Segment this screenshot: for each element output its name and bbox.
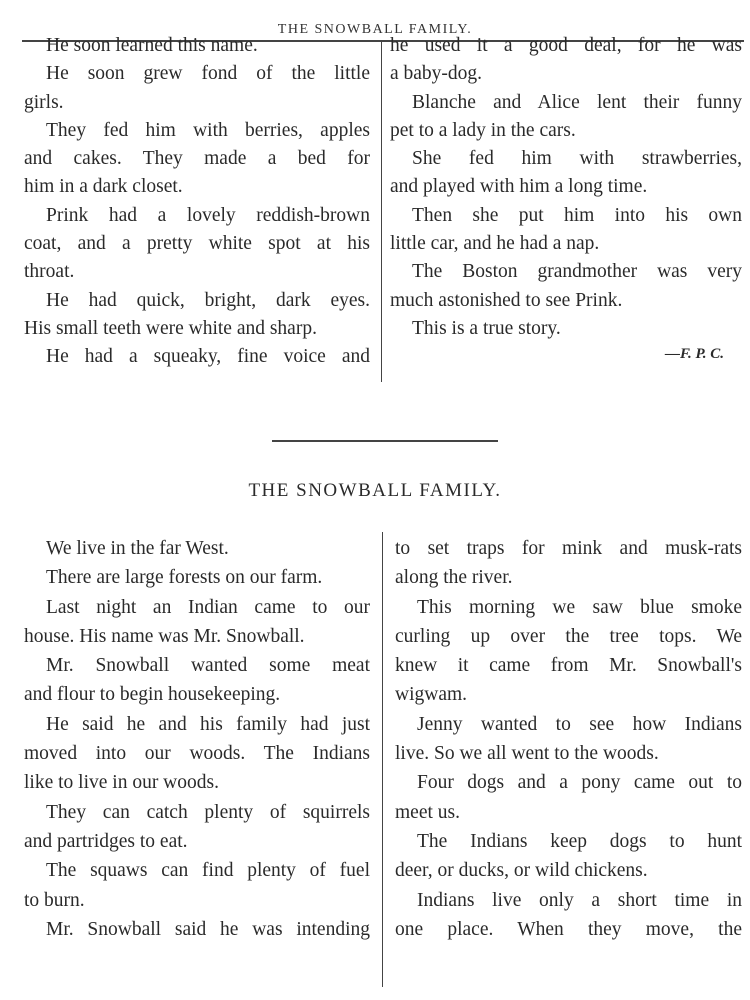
paragraph [24,798,370,857]
paragraph [390,258,742,315]
text-line: wigwam. [395,684,468,706]
text-line: and played with him a long time. [390,176,648,198]
text-line: He had a squeaky, fine voice and [46,346,370,368]
text-line: He soon learned this name. [46,35,258,56]
paragraph [395,710,742,769]
text-line: girls. [24,91,64,113]
text-line: The squaws can find plenty of fuel [46,860,370,882]
text-line: throat. [24,261,75,283]
text-line: Last night an Indian came to our [46,596,370,618]
text-line: to burn. [24,889,85,911]
text-line: he used it a good deal, for he was [390,35,742,56]
text-line: She fed him with strawberries, [412,148,742,170]
article-title: THE SNOWBALL FAMILY. [248,480,502,501]
text-line: and partridges to eat. [24,830,188,852]
text-line: him in a dark closet. [24,176,183,198]
text-line: house. His name was Mr. Snowball. [24,625,305,647]
text-line: His small teeth were white and sharp. [24,317,317,339]
paragraph [390,202,742,259]
paragraph [390,315,742,343]
paragraph [24,60,370,117]
running-head: THE SNOWBALL FAMILY. [277,22,473,37]
text-line: He soon grew fond of the little [46,63,370,85]
paragraph [390,89,742,146]
paragraph [24,915,370,944]
paragraph [395,593,742,710]
text-line: deer, or ducks, or wild chickens. [395,860,648,882]
text-line: live. So we all went to the woods. [395,743,659,765]
paragraph [24,343,370,371]
paragraph [24,563,370,592]
text-line: They can catch plenty of squirrels [46,801,370,823]
top-left-column [24,32,370,372]
column-divider-bottom [382,532,383,987]
paragraph [24,534,370,563]
text-line: and flour to begin housekeeping. [24,684,281,706]
paragraph [24,287,370,344]
paragraph [395,827,742,886]
paragraph [24,651,370,710]
text-line: like to live in our woods. [24,772,219,794]
paragraph [395,768,742,827]
text-line: Indians live only a short time in [417,889,742,911]
text-line: We live in the far West. [46,538,229,559]
text-line: knew it came from Mr. Snowball's [395,655,742,677]
text-line: much astonished to see Prink. [390,289,623,311]
paragraph [24,117,370,202]
paragraph [24,202,370,287]
text-line: He said he and his family had just [46,713,370,735]
paragraph [390,32,742,89]
text-line: to set traps for mink and musk-rats [395,538,742,559]
text-line: Blanche and Alice lent their funny [412,91,742,113]
signature: —F. P. C. [664,346,724,363]
text-line: The Boston grandmother was very [412,261,742,283]
text-line: a baby-dog. [390,63,483,85]
paragraph [395,534,742,593]
text-line: Mr. Snowball said he was intending [46,918,370,940]
text-line: This is a true story. [412,317,561,339]
text-line: one place. When they move, the [395,918,742,940]
text-line: This morning we saw blue smoke [417,596,742,618]
text-line: meet us. [395,801,460,823]
paragraph [24,593,370,652]
paragraph [390,145,742,202]
text-line: Mr. Snowball wanted some meat [46,655,370,677]
text-line: coat, and a pretty white spot at his [24,233,370,255]
text-line: little car, and he had a nap. [390,233,600,255]
text-line: There are large forests on our farm. [46,567,323,589]
text-line: and cakes. They made a bed for [24,148,370,170]
text-line: The Indians keep dogs to hunt [417,830,742,852]
section-divider [272,440,498,442]
article-right-column [395,534,742,944]
paragraph [24,32,370,60]
text-line: They fed him with berries, apples [46,119,370,141]
text-line: pet to a lady in the cars. [390,119,576,141]
paragraph [395,886,742,945]
text-line: Four dogs and a pony came out to [417,772,742,794]
paragraph [24,856,370,915]
text-line: He had quick, bright, dark eyes. [46,289,370,311]
top-right-column [390,32,742,365]
article-left-column [24,534,370,944]
column-divider-top [381,42,382,382]
text-line: Then she put him into his own [412,204,742,226]
text-line: Prink had a lovely reddish-brown [46,204,370,226]
text-line: curling up over the tree tops. We [395,625,742,647]
text-line: Jenny wanted to see how Indians [417,713,742,735]
text-line: moved into our woods. The Indians [24,743,370,765]
text-line: along the river. [395,567,513,589]
paragraph [24,710,370,798]
